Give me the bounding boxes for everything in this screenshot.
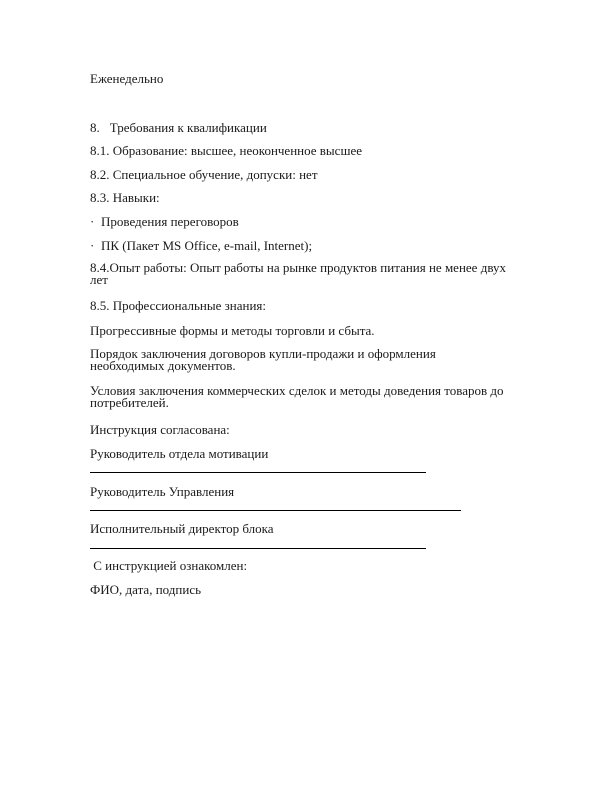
skill-text: Проведения переговоров: [101, 214, 239, 229]
knowledge-heading: 8.5. Профессиональные знания:: [90, 298, 266, 313]
signature-line: [90, 548, 426, 549]
signatory-label: Исполнительный директор блока: [90, 521, 274, 536]
skills-heading: 8.3. Навыки:: [90, 190, 160, 205]
knowledge-item: Условия заключения коммерческих сделок и методы доведения товаров до потребителей.: [90, 383, 504, 410]
special-training-item: 8.2. Специальное обучение, допуски: нет: [90, 167, 318, 182]
knowledge-item: Порядок заключения договоров купли-продажи и оформления необходимых документов.: [90, 346, 436, 373]
education-item: 8.1. Образование: высшее, неоконченное высшее: [90, 143, 362, 158]
acknowledgement-heading: С инструкцией ознакомлен:: [90, 558, 248, 573]
skill-text: ПК (Пакет MS Office, e-mail, Internet);: [101, 238, 313, 253]
acknowledgement-fields: ФИО, дата, подпись: [90, 582, 202, 597]
signatory-label: Руководитель Управления: [90, 484, 235, 499]
experience-item: 8.4.Опыт работы: Опыт работы на рынке продуктов питания не менее двух лет: [90, 260, 507, 287]
frequency-text: Еженедельно: [90, 71, 164, 86]
approval-heading: Инструкция согласована:: [90, 422, 230, 437]
bullet-icon: ·: [90, 214, 95, 229]
knowledge-item: Прогрессивные формы и методы торговли и сбыта.: [90, 323, 375, 338]
section-number: 8.: [90, 120, 100, 135]
skill-item: [90, 215, 239, 228]
skill-item: [90, 239, 312, 252]
signature-line: [90, 472, 426, 473]
section-heading: [90, 121, 267, 134]
signatory-label: Руководитель отдела мотивации: [90, 446, 269, 461]
section-title: Требования к квалификации: [109, 120, 267, 135]
bullet-icon: ·: [90, 238, 95, 253]
signature-line: [90, 510, 461, 511]
